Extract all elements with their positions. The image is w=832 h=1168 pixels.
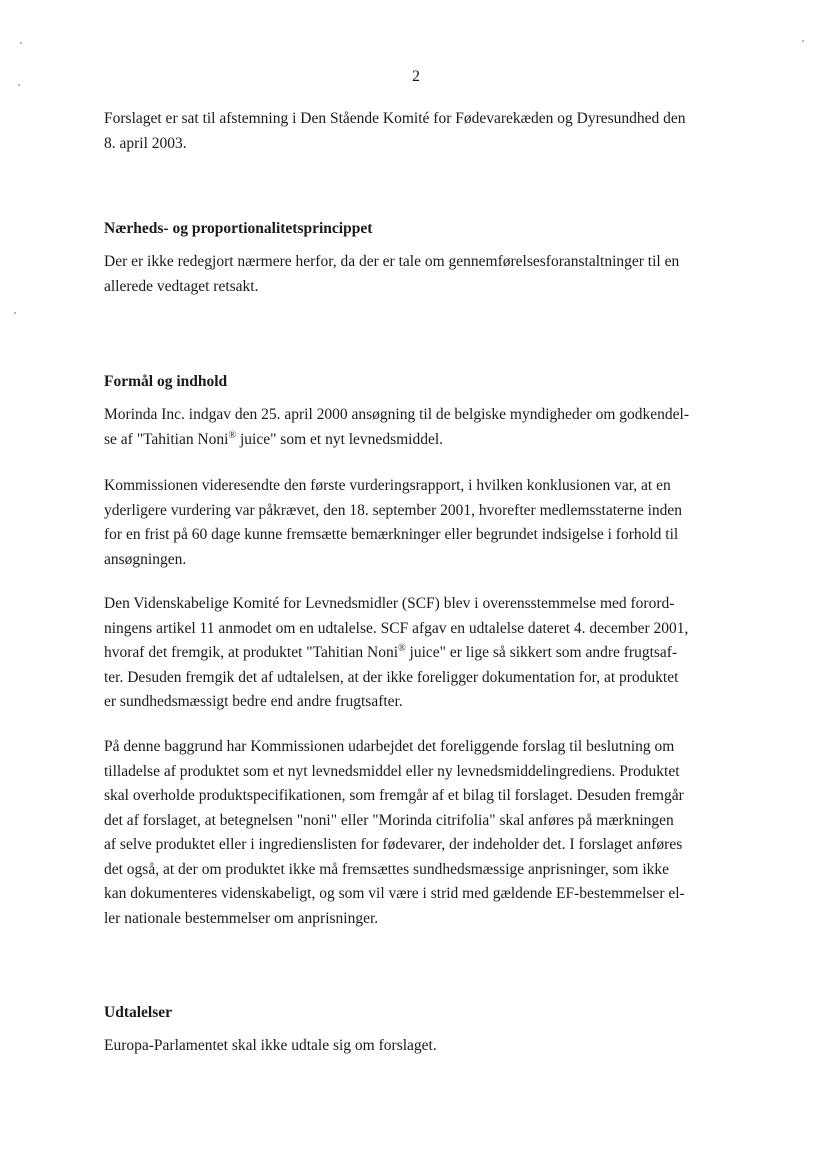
scan-speck (20, 42, 22, 44)
text-line (104, 641, 744, 666)
text-line: af selve produktet eller i ingredienslisten for fødevarer, der indeholder det. I forslaget anføres (104, 836, 683, 853)
text-line: ningens artikel 11 anmodet om en udtalelse. SCF afgav en udtalelse dateret 4. december 2001, (104, 619, 689, 637)
text-line: Der er ikke redegjort nærmere herfor, da der er tale om gennemførelsesforanstaltninger til en (104, 253, 680, 270)
text-line: ansøgningen. (104, 550, 187, 568)
section-paragraph (104, 474, 744, 572)
section-paragraph (104, 592, 744, 715)
text-line: det også, at der om produktet ikke må fremsættes sundhedsmæssige anprisninger, som ikke (104, 860, 670, 878)
text-fragment: se af "Tahitian Noni (104, 430, 229, 448)
text-line: Europa-Parlamentet skal ikke udtale sig om forslaget. (104, 1037, 437, 1054)
text-line: Forslaget er sat til afstemning i Den Stående Komité for Fødevarekæden og Dyresundhed den (104, 110, 686, 127)
text-fragment: juice" er lige så sikkert som andre frugtsaf- (405, 644, 678, 661)
section-paragraph (104, 735, 744, 931)
text-line: tilladelse af produktet som et nyt levnedsmiddel eller ny levnedsmiddelingrediens. Produktet (104, 762, 680, 780)
text-line: ter. Desuden fremgik det af udtalelsen, at der ikke foreligger dokumentation for, at produktet (104, 668, 679, 686)
text-line: Morinda Inc. indgav den 25. april 2000 ansøgning til de belgiske myndigheder om godkendel- (104, 406, 690, 423)
section-paragraph (104, 1034, 744, 1059)
text-line: yderligere vurdering var påkrævet, den 18. september 2001, hvorefter medlemsstaterne inden (104, 501, 683, 519)
section-paragraph (104, 250, 744, 299)
page-number: 2 (412, 68, 420, 85)
text-line: for en frist på 60 dage kunne fremsætte bemærkninger eller begrundet indsigelse i forhold til (104, 526, 679, 543)
section-paragraph (104, 403, 744, 452)
text-line: Kommissionen videresendte den første vurderingsrapport, i hvilken konklusionen var, at en (104, 477, 671, 494)
text-line: På denne baggrund har Kommissionen udarbejdet det foreliggende forslag til beslutning om (104, 738, 675, 755)
scan-speck (14, 312, 16, 314)
scan-speck (802, 40, 804, 42)
text-line: allerede vedtaget retsakt. (104, 277, 259, 295)
text-line: Den Videnskabelige Komité for Levnedsmidler (SCF) blev i overensstemmelse med forord- (104, 595, 675, 612)
text-line: 8. april 2003. (104, 134, 187, 152)
registered-mark: ® (228, 429, 237, 441)
text-line: det af forslaget, at betegnelsen "noni" eller "Morinda citrifolia" skal anføres på mærkningen (104, 811, 674, 829)
text-fragment: hvoraf det fremgik, at produktet "Tahitian Noni (104, 644, 399, 661)
text-line: kan dokumenteres videnskabeligt, og som vil være i strid med gældende EF-bestemmelser el- (104, 885, 685, 902)
section-heading: Formål og indhold (104, 373, 228, 390)
text-line: ler nationale bestemmelser om anprisninger. (104, 909, 379, 927)
section-heading: Nærheds- og proportionalitetsprincippet (104, 220, 373, 237)
text-line (104, 428, 744, 453)
section-heading: Udtalelser (104, 1004, 173, 1021)
text-fragment: juice" som et nyt levnedsmiddel. (236, 430, 444, 448)
text-line: skal overholde produktspecifikationen, som fremgår af et bilag til forslaget. Desuden fremgår (104, 787, 684, 804)
registered-mark: ® (398, 643, 406, 654)
text-line: er sundhedsmæssigt bedre end andre frugtsafter. (104, 693, 403, 710)
intro-paragraph (104, 107, 744, 156)
